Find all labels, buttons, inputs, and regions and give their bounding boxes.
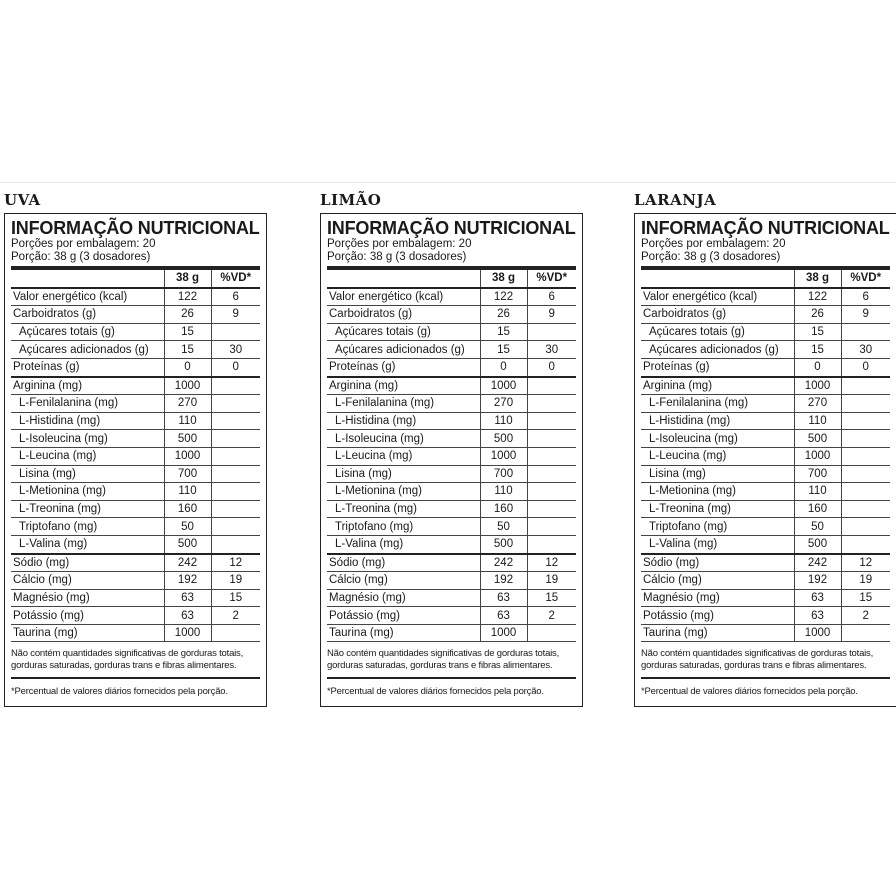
table-row — [641, 306, 890, 324]
nutrient-dv: 6 — [527, 288, 576, 306]
nutrient-amount: 15 — [794, 323, 841, 341]
nutrient-dv — [211, 535, 260, 553]
table-row — [11, 323, 260, 341]
nutrient-amount: 63 — [794, 607, 841, 625]
flavor-title: LARANJA — [634, 191, 717, 209]
nutrient-amount: 110 — [480, 412, 527, 430]
table-row — [11, 500, 260, 518]
nutrient-dv — [841, 518, 890, 536]
nutrient-amount: 500 — [164, 430, 211, 448]
nutrient-amount: 63 — [480, 589, 527, 607]
table-row — [11, 306, 260, 324]
table-row — [327, 306, 576, 324]
nutrient-amount: 192 — [794, 572, 841, 590]
thin-divider — [327, 677, 576, 679]
nutrient-label: Potássio (mg) — [11, 607, 164, 625]
nutrient-label: Lisina (mg) — [11, 465, 164, 483]
nutrient-amount: 1000 — [794, 377, 841, 395]
nutrient-amount: 1000 — [164, 624, 211, 642]
table-row — [641, 572, 890, 590]
nutrient-dv: 15 — [211, 589, 260, 607]
table-row — [641, 395, 890, 413]
nutrient-amount: 110 — [794, 483, 841, 501]
table-row — [327, 430, 576, 448]
nutrient-label: Lisina (mg) — [327, 465, 480, 483]
nutrient-label: L-Treonina (mg) — [641, 500, 794, 518]
table-row — [327, 518, 576, 536]
nutrient-label: Triptofano (mg) — [11, 518, 164, 536]
nutrient-amount: 15 — [480, 341, 527, 359]
header-blank — [641, 270, 794, 288]
nutrient-amount: 500 — [794, 430, 841, 448]
nutrient-dv: 12 — [211, 554, 260, 572]
nutrient-amount: 1000 — [480, 377, 527, 395]
table-row — [327, 377, 576, 395]
nutrient-label: Taurina (mg) — [11, 624, 164, 642]
nutrient-dv — [527, 377, 576, 395]
nutrient-label: Carboidratos (g) — [327, 306, 480, 324]
nutrition-title: INFORMAÇÃO NUTRICIONAL — [327, 218, 576, 238]
nutrient-amount: 1000 — [164, 377, 211, 395]
nutrient-label: L-Fenilalanina (mg) — [327, 395, 480, 413]
nutrient-dv: 19 — [211, 572, 260, 590]
nutrient-label: L-Treonina (mg) — [11, 500, 164, 518]
table-row — [641, 589, 890, 607]
header-dv: %VD* — [211, 270, 260, 288]
nutrient-label: Cálcio (mg) — [11, 572, 164, 590]
nutrient-label: Magnésio (mg) — [641, 589, 794, 607]
nutrient-dv — [527, 323, 576, 341]
header-amount: 38 g — [480, 270, 527, 288]
nutrient-dv: 2 — [211, 607, 260, 625]
table-row — [327, 447, 576, 465]
nutrient-dv — [841, 447, 890, 465]
nutrient-amount: 700 — [480, 465, 527, 483]
header-dv: %VD* — [841, 270, 890, 288]
table-row — [327, 554, 576, 572]
nutrient-amount: 26 — [794, 306, 841, 324]
nutrient-label: Triptofano (mg) — [327, 518, 480, 536]
nutrient-label: Magnésio (mg) — [11, 589, 164, 607]
nutrient-dv: 19 — [527, 572, 576, 590]
table-row — [327, 288, 576, 306]
nutrition-panel — [4, 190, 267, 707]
footnote: *Percentual de valores diários fornecidos pela porção. — [641, 685, 858, 697]
flavor-title: LIMÃO — [320, 191, 382, 209]
nutrient-label: Cálcio (mg) — [641, 572, 794, 590]
table-header — [11, 270, 260, 288]
nutrient-dv — [527, 412, 576, 430]
nutrient-dv: 0 — [841, 358, 890, 376]
nutrient-amount: 500 — [794, 535, 841, 553]
nutrient-amount: 50 — [164, 518, 211, 536]
nutrient-label: L-Valina (mg) — [327, 535, 480, 553]
nutrition-panel — [634, 190, 896, 707]
nutrient-dv: 9 — [211, 306, 260, 324]
nutrient-dv — [211, 430, 260, 448]
nutrient-dv — [211, 395, 260, 413]
table-row — [11, 412, 260, 430]
nutrition-facts-box — [634, 213, 896, 707]
nutrient-dv — [841, 377, 890, 395]
nutrient-label: Sódio (mg) — [641, 554, 794, 572]
thin-divider — [641, 677, 890, 679]
nutrient-label: L-Valina (mg) — [641, 535, 794, 553]
nutrient-label: L-Isoleucina (mg) — [11, 430, 164, 448]
nutrient-label: Taurina (mg) — [327, 624, 480, 642]
nutrient-label: Açúcares totais (g) — [641, 323, 794, 341]
nutrient-amount: 122 — [480, 288, 527, 306]
table-row — [327, 395, 576, 413]
nutrient-dv — [527, 518, 576, 536]
table-row — [11, 377, 260, 395]
table-row — [327, 412, 576, 430]
nutrient-dv — [211, 483, 260, 501]
nutrient-amount: 1000 — [164, 447, 211, 465]
nutrient-dv — [211, 377, 260, 395]
header-blank — [327, 270, 480, 288]
nutrient-dv: 9 — [841, 306, 890, 324]
nutrient-label: Açúcares adicionados (g) — [11, 341, 164, 359]
header-amount: 38 g — [794, 270, 841, 288]
table-row — [641, 341, 890, 359]
nutrient-label: Sódio (mg) — [327, 554, 480, 572]
nutrient-dv: 19 — [841, 572, 890, 590]
nutrient-label: Carboidratos (g) — [641, 306, 794, 324]
nutrient-label: L-Fenilalanina (mg) — [11, 395, 164, 413]
nutrient-label: L-Leucina (mg) — [11, 447, 164, 465]
nutrient-dv — [527, 447, 576, 465]
nutrient-amount: 242 — [164, 554, 211, 572]
nutrient-dv — [527, 483, 576, 501]
nutrient-amount: 63 — [164, 589, 211, 607]
flavor-title: UVA — [4, 191, 41, 209]
footnote: *Percentual de valores diários fornecidos pela porção. — [327, 685, 544, 697]
table-row — [641, 624, 890, 642]
servings-per-pack: Porções por embalagem: 20 — [327, 238, 472, 250]
nutrient-amount: 500 — [480, 430, 527, 448]
table-row — [641, 412, 890, 430]
nutrient-amount: 0 — [794, 358, 841, 376]
nutrient-label: Arginina (mg) — [327, 377, 480, 395]
nutrient-amount: 192 — [164, 572, 211, 590]
nutrient-amount: 63 — [794, 589, 841, 607]
table-row — [641, 535, 890, 553]
table-header — [641, 270, 890, 288]
nutrition-table — [11, 270, 260, 642]
nutrient-dv — [527, 500, 576, 518]
nutrient-amount: 700 — [164, 465, 211, 483]
nutrient-amount: 242 — [794, 554, 841, 572]
serving-size: Porção: 38 g (3 dosadores) — [641, 251, 781, 263]
nutrient-amount: 26 — [164, 306, 211, 324]
header-amount: 38 g — [164, 270, 211, 288]
serving-size: Porção: 38 g (3 dosadores) — [327, 251, 467, 263]
nutrient-label: L-Metionina (mg) — [641, 483, 794, 501]
nutrient-amount: 26 — [480, 306, 527, 324]
nutrient-label: Valor energético (kcal) — [641, 288, 794, 306]
nutrient-amount: 242 — [480, 554, 527, 572]
header-dv: %VD* — [527, 270, 576, 288]
nutrient-amount: 63 — [480, 607, 527, 625]
table-row — [11, 535, 260, 553]
nutrient-amount: 270 — [480, 395, 527, 413]
nutrient-amount: 1000 — [794, 624, 841, 642]
nutrient-amount: 110 — [164, 412, 211, 430]
table-row — [641, 554, 890, 572]
table-row — [641, 518, 890, 536]
nutrition-facts-box — [4, 213, 267, 707]
table-row — [641, 358, 890, 376]
nutrient-label: L-Isoleucina (mg) — [641, 430, 794, 448]
nutrient-label: L-Fenilalanina (mg) — [641, 395, 794, 413]
nutrient-amount: 160 — [794, 500, 841, 518]
nutrient-label: Carboidratos (g) — [11, 306, 164, 324]
table-row — [327, 465, 576, 483]
footnote: *Percentual de valores diários fornecidos pela porção. — [11, 685, 228, 697]
servings-per-pack: Porções por embalagem: 20 — [11, 238, 156, 250]
nutrient-dv — [841, 535, 890, 553]
nutrient-label: Sódio (mg) — [11, 554, 164, 572]
nutrient-label: Açúcares totais (g) — [327, 323, 480, 341]
servings-per-pack: Porções por embalagem: 20 — [641, 238, 786, 250]
nutrient-dv: 6 — [211, 288, 260, 306]
nutrient-amount: 500 — [480, 535, 527, 553]
nutrient-dv — [527, 535, 576, 553]
table-row — [11, 430, 260, 448]
nutrient-label: Arginina (mg) — [641, 377, 794, 395]
table-row — [11, 358, 260, 376]
nutrient-label: L-Leucina (mg) — [327, 447, 480, 465]
nutrient-label: Açúcares totais (g) — [11, 323, 164, 341]
nutrition-title: INFORMAÇÃO NUTRICIONAL — [641, 218, 890, 238]
nutrient-dv — [527, 430, 576, 448]
nutrient-label: Açúcares adicionados (g) — [327, 341, 480, 359]
nutrient-amount: 192 — [480, 572, 527, 590]
table-row — [327, 624, 576, 642]
nutrient-dv — [211, 518, 260, 536]
nutrition-facts-box — [320, 213, 583, 707]
table-row — [11, 589, 260, 607]
nutrient-label: Proteínas (g) — [11, 358, 164, 376]
nutrient-dv: 30 — [211, 341, 260, 359]
nutrient-amount: 15 — [794, 341, 841, 359]
table-row — [11, 288, 260, 306]
nutrient-amount: 270 — [794, 395, 841, 413]
nutrient-dv — [211, 465, 260, 483]
nutrient-label: Proteínas (g) — [641, 358, 794, 376]
nutrient-dv — [211, 412, 260, 430]
table-row — [11, 518, 260, 536]
nutrient-dv: 6 — [841, 288, 890, 306]
nutrient-amount: 0 — [164, 358, 211, 376]
nutrient-dv — [841, 323, 890, 341]
nutrient-label: Arginina (mg) — [11, 377, 164, 395]
nutrient-label: Triptofano (mg) — [641, 518, 794, 536]
nutrient-dv: 2 — [527, 607, 576, 625]
nutrient-dv — [841, 430, 890, 448]
nutrient-label: Magnésio (mg) — [327, 589, 480, 607]
nutrient-label: Valor energético (kcal) — [11, 288, 164, 306]
table-row — [11, 624, 260, 642]
nutrition-table — [327, 270, 576, 642]
nutrient-label: Taurina (mg) — [641, 624, 794, 642]
nutrient-amount: 15 — [480, 323, 527, 341]
table-row — [327, 323, 576, 341]
nutrient-dv — [211, 624, 260, 642]
table-row — [11, 554, 260, 572]
nutrient-dv — [527, 465, 576, 483]
nutrient-label: Açúcares adicionados (g) — [641, 341, 794, 359]
top-divider — [0, 182, 896, 183]
table-row — [11, 572, 260, 590]
nutrient-label: Lisina (mg) — [641, 465, 794, 483]
nutrient-amount: 63 — [164, 607, 211, 625]
nutrient-label: L-Metionina (mg) — [327, 483, 480, 501]
table-row — [641, 447, 890, 465]
nutrition-note: Não contém quantidades significativas de gorduras totais, gorduras saturadas, gorduras trans e fibras alimentares. — [327, 648, 560, 671]
nutrient-amount: 700 — [794, 465, 841, 483]
table-header — [327, 270, 576, 288]
nutrient-dv: 15 — [841, 589, 890, 607]
table-row — [327, 500, 576, 518]
nutrient-amount: 270 — [164, 395, 211, 413]
nutrient-amount: 110 — [794, 412, 841, 430]
nutrient-label: L-Histidina (mg) — [641, 412, 794, 430]
nutrient-label: Potássio (mg) — [327, 607, 480, 625]
table-row — [327, 483, 576, 501]
nutrient-dv — [211, 500, 260, 518]
nutrient-dv — [841, 465, 890, 483]
nutrient-amount: 122 — [794, 288, 841, 306]
nutrient-label: Potássio (mg) — [641, 607, 794, 625]
table-row — [327, 589, 576, 607]
thin-divider — [11, 677, 260, 679]
table-row — [641, 607, 890, 625]
nutrient-dv: 0 — [527, 358, 576, 376]
nutrient-amount: 110 — [480, 483, 527, 501]
nutrient-amount: 50 — [794, 518, 841, 536]
nutrient-label: Cálcio (mg) — [327, 572, 480, 590]
header-blank — [11, 270, 164, 288]
nutrient-dv: 12 — [841, 554, 890, 572]
table-row — [327, 572, 576, 590]
nutrient-amount: 160 — [480, 500, 527, 518]
nutrient-amount: 122 — [164, 288, 211, 306]
table-row — [641, 430, 890, 448]
nutrient-dv — [841, 483, 890, 501]
nutrient-label: L-Valina (mg) — [11, 535, 164, 553]
table-row — [327, 535, 576, 553]
nutrient-label: L-Isoleucina (mg) — [327, 430, 480, 448]
table-row — [641, 483, 890, 501]
nutrition-table — [641, 270, 890, 642]
nutrient-dv: 2 — [841, 607, 890, 625]
table-row — [327, 358, 576, 376]
nutrition-note: Não contém quantidades significativas de gorduras totais, gorduras saturadas, gorduras trans e fibras alimentares. — [11, 648, 244, 671]
nutrient-label: L-Histidina (mg) — [327, 412, 480, 430]
nutrient-dv — [211, 323, 260, 341]
nutrient-dv — [527, 624, 576, 642]
table-row — [11, 447, 260, 465]
nutrient-amount: 0 — [480, 358, 527, 376]
table-row — [327, 607, 576, 625]
nutrient-dv: 15 — [527, 589, 576, 607]
table-row — [327, 341, 576, 359]
nutrient-label: L-Treonina (mg) — [327, 500, 480, 518]
nutrient-amount: 15 — [164, 341, 211, 359]
nutrient-amount: 160 — [164, 500, 211, 518]
nutrient-dv — [841, 624, 890, 642]
nutrient-amount: 50 — [480, 518, 527, 536]
nutrient-amount: 1000 — [794, 447, 841, 465]
table-row — [11, 607, 260, 625]
nutrient-dv — [841, 500, 890, 518]
nutrient-label: Proteínas (g) — [327, 358, 480, 376]
table-row — [641, 377, 890, 395]
nutrient-amount: 1000 — [480, 447, 527, 465]
nutrient-dv — [211, 447, 260, 465]
nutrient-dv — [527, 395, 576, 413]
table-row — [11, 465, 260, 483]
nutrient-label: L-Metionina (mg) — [11, 483, 164, 501]
nutrient-label: L-Histidina (mg) — [11, 412, 164, 430]
nutrient-dv: 0 — [211, 358, 260, 376]
nutrition-title: INFORMAÇÃO NUTRICIONAL — [11, 218, 260, 238]
nutrient-dv — [841, 395, 890, 413]
table-row — [641, 465, 890, 483]
serving-size: Porção: 38 g (3 dosadores) — [11, 251, 151, 263]
nutrient-dv: 9 — [527, 306, 576, 324]
nutrient-amount: 1000 — [480, 624, 527, 642]
nutrition-panel — [320, 190, 583, 707]
nutrient-amount: 500 — [164, 535, 211, 553]
nutrition-note: Não contém quantidades significativas de gorduras totais, gorduras saturadas, gorduras trans e fibras alimentares. — [641, 648, 874, 671]
nutrient-amount: 15 — [164, 323, 211, 341]
table-row — [11, 341, 260, 359]
nutrient-label: L-Leucina (mg) — [641, 447, 794, 465]
table-row — [641, 500, 890, 518]
nutrient-dv: 30 — [841, 341, 890, 359]
table-row — [11, 395, 260, 413]
table-row — [11, 483, 260, 501]
table-row — [641, 288, 890, 306]
nutrient-dv — [841, 412, 890, 430]
nutrient-label: Valor energético (kcal) — [327, 288, 480, 306]
nutrient-amount: 110 — [164, 483, 211, 501]
table-row — [641, 323, 890, 341]
nutrient-dv: 30 — [527, 341, 576, 359]
nutrient-dv: 12 — [527, 554, 576, 572]
